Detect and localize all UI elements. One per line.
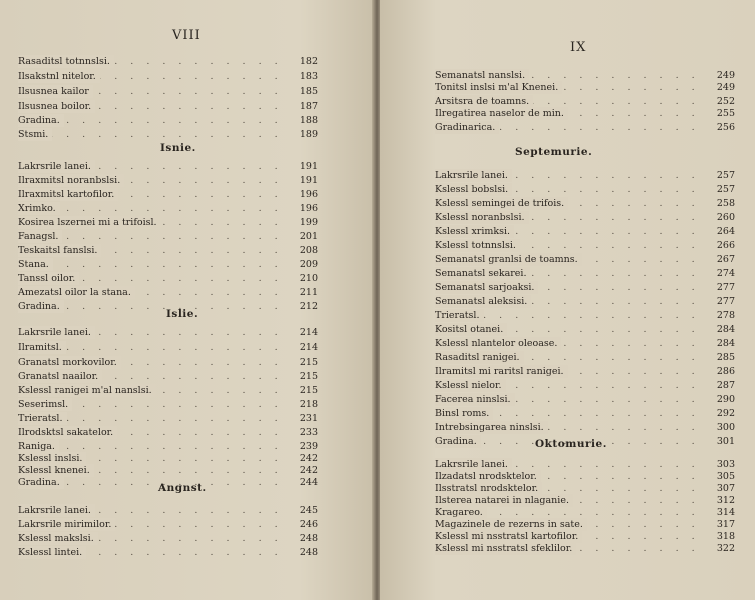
index-entry — [435, 393, 735, 406]
entry-title: Kslessl xrimksi. — [435, 225, 514, 238]
entry-title: Kragareo. — [435, 506, 487, 519]
index-entry — [18, 216, 318, 229]
index-entry — [435, 267, 735, 280]
entry-page-number: 286 — [716, 366, 735, 377]
index-entry — [18, 356, 318, 369]
index-entry — [18, 341, 318, 354]
entry-page-number: 248 — [299, 533, 318, 544]
entry-title: Gradina. — [18, 300, 64, 313]
entry-title: Semanatsl aleksisi. — [435, 295, 531, 308]
entry-title: Tonitsl inslsi m'al Knenei. — [435, 81, 562, 94]
index-entry — [435, 295, 735, 308]
entry-page-number: 257 — [716, 184, 735, 195]
entry-page-number: 210 — [299, 273, 318, 284]
entry-title: Semanatsl granlsi de toamns. — [435, 253, 582, 266]
page-number: VIII — [172, 28, 201, 43]
entry-title: Kslessl mi nsstratsl kartofilor. — [435, 530, 582, 543]
entry-title: Lakrsrile mirimilor. — [18, 518, 115, 531]
entry-page-number: 277 — [716, 282, 735, 293]
entry-page-number: 231 — [299, 413, 318, 424]
entry-title: Amezatsl oilor la stana. — [18, 286, 135, 299]
index-entry — [435, 121, 735, 134]
entry-title: Rasaditsl totnnslsi. — [18, 55, 114, 68]
entry-title: Kslessl inslsi. — [18, 452, 86, 465]
entry-title: Lakrsrile lanei. — [18, 326, 95, 339]
entry-page-number: 322 — [716, 543, 735, 554]
entry-title: Seserimsl. — [18, 398, 72, 411]
entry-page-number: 214 — [299, 342, 318, 353]
entry-page-number: 252 — [716, 96, 735, 107]
entry-page-number: 209 — [299, 259, 318, 270]
index-entry — [18, 384, 318, 397]
entry-title: Semanatsl sekarei. — [435, 267, 530, 280]
index-entry — [18, 114, 318, 127]
dot-leader — [18, 128, 290, 141]
index-entry — [435, 281, 735, 294]
index-entry — [18, 286, 318, 299]
entry-title: Semanatsl nanslsi. — [435, 69, 529, 82]
entry-title: Kslessl nlantelor oleoase. — [435, 337, 561, 350]
entry-title: Gradina. — [435, 435, 481, 448]
entry-page-number: 300 — [716, 422, 735, 433]
entry-title: Gradina. — [18, 114, 64, 127]
entry-title: Ilraxmitsl noranbslsi. — [18, 174, 124, 187]
entry-page-number: 208 — [299, 245, 318, 256]
entry-page-number: 258 — [716, 198, 735, 209]
entry-page-number: 187 — [299, 101, 318, 112]
entry-page-number: 182 — [299, 56, 318, 67]
entry-title: Lakrsrile lanei. — [435, 169, 512, 182]
index-entry — [18, 272, 318, 285]
index-entry — [18, 326, 318, 339]
entry-title: Granatsl morkovilor. — [18, 356, 121, 369]
entry-title: Intrebsingarea ninslsi. — [435, 421, 548, 434]
entry-title: Ilzadatsl nrodsktelor. — [435, 470, 541, 483]
entry-page-number: 266 — [716, 240, 735, 251]
entry-title: Stana. — [18, 258, 53, 271]
entry-page-number: 303 — [716, 459, 735, 470]
entry-title: Raniga. — [18, 440, 59, 453]
entry-title: Kslessl mi nsstratsl sfeklilor. — [435, 542, 576, 555]
entry-page-number: 264 — [716, 226, 735, 237]
index-entry — [18, 370, 318, 383]
entry-page-number: 239 — [299, 441, 318, 452]
entry-title: Binsl roms. — [435, 407, 493, 420]
index-entry — [18, 244, 318, 257]
index-entry — [435, 81, 735, 94]
entry-page-number: 287 — [716, 380, 735, 391]
entry-page-number: 214 — [299, 327, 318, 338]
index-entry — [435, 107, 735, 120]
entry-title: Lakrsrile lanei. — [18, 160, 95, 173]
left-page — [0, 0, 375, 600]
entry-page-number: 260 — [716, 212, 735, 223]
section-heading: Septemurie. — [515, 146, 593, 158]
entry-title: Kslessl knenei. — [18, 464, 94, 477]
entry-page-number: 255 — [716, 108, 735, 119]
index-entry — [435, 239, 735, 252]
entry-page-number: 307 — [716, 483, 735, 494]
entry-page-number: 278 — [716, 310, 735, 321]
index-entry — [435, 542, 735, 555]
index-entry — [18, 398, 318, 411]
entry-title: Gradina. — [18, 476, 64, 489]
entry-page-number: 218 — [299, 399, 318, 410]
index-entry — [435, 379, 735, 392]
entry-page-number: 290 — [716, 394, 735, 405]
entry-page-number: 191 — [299, 175, 318, 186]
entry-title: Kslessl noranbslsi. — [435, 211, 529, 224]
index-entry — [18, 412, 318, 425]
index-entry — [435, 365, 735, 378]
entry-page-number: 189 — [299, 129, 318, 140]
entry-title: Lakrsrile lanei. — [435, 458, 512, 471]
entry-page-number: 249 — [716, 82, 735, 93]
index-entry — [18, 188, 318, 201]
entry-title: Xrimko. — [18, 202, 60, 215]
entry-title: Ilsstratsl nrodsktelor. — [435, 482, 542, 495]
entry-title: Kslessl nielor. — [435, 379, 506, 392]
entry-title: Ilsakstnl nitelor. — [18, 70, 100, 83]
index-entry — [435, 407, 735, 420]
entry-page-number: 188 — [299, 115, 318, 126]
entry-page-number: 242 — [299, 465, 318, 476]
entry-page-number: 248 — [299, 547, 318, 558]
index-entry — [435, 323, 735, 336]
entry-page-number: 274 — [716, 268, 735, 279]
entry-title: Teskaitsl fanslsi. — [18, 244, 101, 257]
entry-title: Granatsl naailor. — [18, 370, 102, 383]
index-entry — [435, 211, 735, 224]
index-entry — [18, 160, 318, 173]
entry-title: Kslessl totnnslsi. — [435, 239, 520, 252]
index-entry — [18, 55, 318, 68]
entry-title: Ilrodsktsl sakatelor. — [18, 426, 117, 439]
index-entry — [18, 128, 318, 141]
entry-title: Ilramitsl mi raritsl ranigei. — [435, 365, 568, 378]
section-heading: Angnst. — [158, 482, 207, 494]
dot-leader — [18, 258, 290, 271]
entry-page-number: 317 — [716, 519, 735, 530]
section-heading: Oktomurie. — [535, 438, 607, 450]
entry-title: Semanatsl sarjoaksi. — [435, 281, 538, 294]
entry-page-number: 267 — [716, 254, 735, 265]
index-entry — [435, 225, 735, 238]
entry-title: Ilsterea natarei in nlaganie. — [435, 494, 573, 507]
entry-title: Ilramitsl. — [18, 341, 66, 354]
entry-title: Kositsl otanei. — [435, 323, 507, 336]
entry-title: Trieratsl. — [435, 309, 484, 322]
entry-page-number: 301 — [716, 436, 735, 447]
index-entry — [18, 202, 318, 215]
entry-title: Magazinele de rezerns in sate. — [435, 518, 587, 531]
index-entry — [18, 258, 318, 271]
entry-page-number: 233 — [299, 427, 318, 438]
section-heading: Isnie. — [160, 142, 196, 154]
index-entry — [18, 230, 318, 243]
entry-page-number: 212 — [299, 301, 318, 312]
entry-title: Kslessl semingei de trifois. — [435, 197, 568, 210]
entry-title: Lakrsrile lanei. — [18, 504, 95, 517]
entry-page-number: 257 — [716, 170, 735, 181]
entry-page-number: 284 — [716, 338, 735, 349]
entry-title: Ilregatirea naselor de min. — [435, 107, 568, 120]
entry-title: Ilsusnea kailor — [18, 85, 93, 98]
entry-page-number: 183 — [299, 71, 318, 82]
entry-title: Tanssl oilor. — [18, 272, 79, 285]
index-entry — [435, 309, 735, 322]
entry-page-number: 285 — [716, 352, 735, 363]
page-number: IX — [570, 40, 587, 55]
entry-title: Stsmi. — [18, 128, 52, 141]
entry-page-number: 277 — [716, 296, 735, 307]
entry-page-number: 246 — [299, 519, 318, 530]
index-entry — [435, 337, 735, 350]
entry-page-number: 292 — [716, 408, 735, 419]
entry-page-number: 215 — [299, 371, 318, 382]
entry-title: Ilraxmitsl kartofilor. — [18, 188, 118, 201]
entry-title: Kslessl lintei. — [18, 546, 86, 559]
entry-page-number: 256 — [716, 122, 735, 133]
index-entry — [18, 426, 318, 439]
entry-title: Ilsusnea boilor. — [18, 100, 95, 113]
entry-page-number: 185 — [299, 86, 318, 97]
index-entry — [18, 504, 318, 517]
entry-page-number: 215 — [299, 357, 318, 368]
entry-page-number: 201 — [299, 231, 318, 242]
entry-title: Trieratsl. — [18, 412, 67, 425]
entry-page-number: 312 — [716, 495, 735, 506]
entry-page-number: 284 — [716, 324, 735, 335]
entry-page-number: 242 — [299, 453, 318, 464]
entry-page-number: 211 — [299, 287, 318, 298]
index-entry — [435, 351, 735, 364]
entry-page-number: 215 — [299, 385, 318, 396]
index-entry — [435, 183, 735, 196]
index-entry — [18, 174, 318, 187]
entry-page-number: 244 — [299, 477, 318, 488]
entry-title: Kslessl bobslsi. — [435, 183, 512, 196]
entry-page-number: 318 — [716, 531, 735, 542]
index-entry — [435, 197, 735, 210]
index-entry — [18, 532, 318, 545]
entry-page-number: 199 — [299, 217, 318, 228]
entry-title: Kslessl makslsi. — [18, 532, 98, 545]
index-entry — [435, 253, 735, 266]
entry-title: Arsitsra de toamns. — [435, 95, 533, 108]
index-entry — [435, 169, 735, 182]
index-entry — [18, 546, 318, 559]
entry-title: Rasaditsl ranigei. — [435, 351, 524, 364]
right-page — [380, 0, 755, 600]
entry-title: Kslessl ranigei m'al nanslsi. — [18, 384, 156, 397]
index-entry — [18, 518, 318, 531]
entry-title: Facerea ninslsi. — [435, 393, 515, 406]
index-entry — [18, 70, 318, 83]
index-entry — [18, 100, 318, 113]
entry-page-number: 305 — [716, 471, 735, 482]
index-entry — [435, 421, 735, 434]
entry-title: Kosirea lszernei mi a trifoisl. — [18, 216, 161, 229]
entry-page-number: 314 — [716, 507, 735, 518]
entry-page-number: 196 — [299, 203, 318, 214]
entry-page-number: 249 — [716, 70, 735, 81]
entry-page-number: 196 — [299, 189, 318, 200]
entry-title: Gradinarica. — [435, 121, 499, 134]
entry-page-number: 191 — [299, 161, 318, 172]
entry-title: Fanagsl. — [18, 230, 62, 243]
entry-page-number: 245 — [299, 505, 318, 516]
index-entry — [18, 85, 318, 98]
section-heading: Islie. — [166, 308, 199, 320]
